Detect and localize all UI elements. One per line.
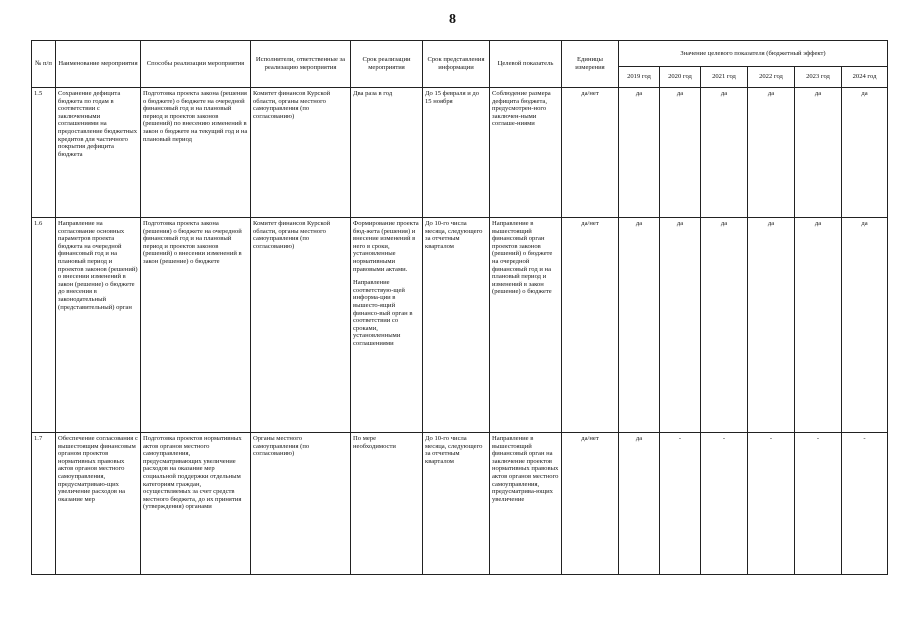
cell-value: да [660,88,701,218]
cell-name: Обеспечение согласования с вышестоящим финансовым органом проектов нормативных правовых актов органов местного самоуправления, предусматриваю-щих увеличение расходов на оказание мер [56,433,141,575]
cell-value: да [660,218,701,433]
cell-value: да [748,218,795,433]
cell-executors: Комитет финансов Курской области, органы местного самоуправления (по согласованию) [251,88,351,218]
cell-target: Направление в вышестоящий финансовый орган проектов законов (решений) о бюджете на очередной финансовый год и на плановый период и изменений в закон (решение) о бюджете [490,218,562,433]
cell-target: Направление в вышестоящий финансовый орган на заключение проектов нормативных правовых актов органов местного самоуправления, предусматрива-ющих увеличение [490,433,562,575]
header-units: Единицы измерения [562,41,619,88]
cell-value: - [842,433,888,575]
cell-term: Два раза в год [351,88,423,218]
cell-value: да [619,433,660,575]
cell-term-part-a: Формирование проекта бюд-жета (решения) и внесение изменений в него в сроки, установленные нормативными правовыми актами. [353,220,419,273]
cell-executors: Органы местного самоуправления (по согласованию) [251,433,351,575]
header-year: 2024 год [842,67,888,88]
cell-methods: Подготовка проектов нормативных актов органов местного самоуправления, предусматривающих увеличение расходов на оказание мер социальной поддержки отдельным категориям граждан, осуществляемых за счет средств местного бюджета, до их принятия (утверждения) органами [141,433,251,575]
cell-num: 1.7 [32,433,56,575]
cell-report-term: До 10-го числа месяца, следующего за отчетным кварталом [423,218,490,433]
cell-value: - [795,433,842,575]
cell-methods: Подготовка проекта закона (решения о бюджете) о бюджете на очередной финансовый год и на плановый период и проектов законов (решений) по внесению изменений в закон о бюджете на текущий год и на плановый период [141,88,251,218]
cell-value: да [701,88,748,218]
header-executors: Исполнители, ответственные за реализацию мероприятия [251,41,351,88]
header-value-group: Значение целевого показателя (бюджетный эффект) [619,41,888,67]
cell-units: да/нет [562,433,619,575]
cell-term [351,218,423,433]
cell-name: Сохранение дефицита бюджета по годам в соответствии с заключенными соглашениями на предоставление бюджетных кредитов для частичного покрытия дефицита бюджета [56,88,141,218]
cell-num: 1.6 [32,218,56,433]
cell-value: - [660,433,701,575]
header-name: Наименование мероприятия [56,41,141,88]
header-target: Целевой показатель [490,41,562,88]
header-methods: Способы реализации мероприятия [141,41,251,88]
cell-value: да [842,88,888,218]
cell-name: Направление на согласование основных параметров проекта бюджета на очередной финансовый год и на плановый период и проектов законов (решений) о внесении изменений в закон (решение) о бюджете до внесения в законодательный (представительный) орган [56,218,141,433]
header-year: 2021 год [701,67,748,88]
cell-report-term: До 15 февраля и до 15 ноября [423,88,490,218]
header-term: Срок реализации мероприятия [351,41,423,88]
cell-term: По мере необходимости [351,433,423,575]
cell-term-part-b: Направление соответствую-щей информа-ции в вышесто-ящий финансо-вый орган в соответствии со сроками, установленными соглашениями [353,279,413,347]
header-num: № п/п [32,41,56,88]
cell-value: да [701,218,748,433]
cell-value: да [748,88,795,218]
table-row [32,88,888,218]
cell-methods: Подготовка проекта закона (решения) о бюджете на очередной финансовый год и на плановый период и проектов законов (решений) о внесении изменений в закон (решение) о бюджете [141,218,251,433]
measures-table [31,40,888,575]
cell-value: - [748,433,795,575]
cell-num: 1.5 [32,88,56,218]
header-year: 2020 год [660,67,701,88]
header-year: 2019 год [619,67,660,88]
cell-units: да/нет [562,88,619,218]
cell-executors: Комитет финансов Курской области, органы местного самоуправления (по согласованию) [251,218,351,433]
table-row [32,433,888,575]
table-row [32,218,888,433]
cell-report-term: До 10-го числа месяца, следующего за отчетным кварталом [423,433,490,575]
page-number: 8 [449,12,456,27]
cell-value: да [795,88,842,218]
cell-value: да [842,218,888,433]
cell-target: Соблюдение размера дефицита бюджета, предусмотрен-ного заключен-ными соглаше-ниями [490,88,562,218]
cell-value: - [701,433,748,575]
cell-units: да/нет [562,218,619,433]
header-year: 2022 год [748,67,795,88]
cell-value: да [619,218,660,433]
header-report-term: Срок представления информации [423,41,490,88]
header-year: 2023 год [795,67,842,88]
cell-value: да [795,218,842,433]
cell-value: да [619,88,660,218]
